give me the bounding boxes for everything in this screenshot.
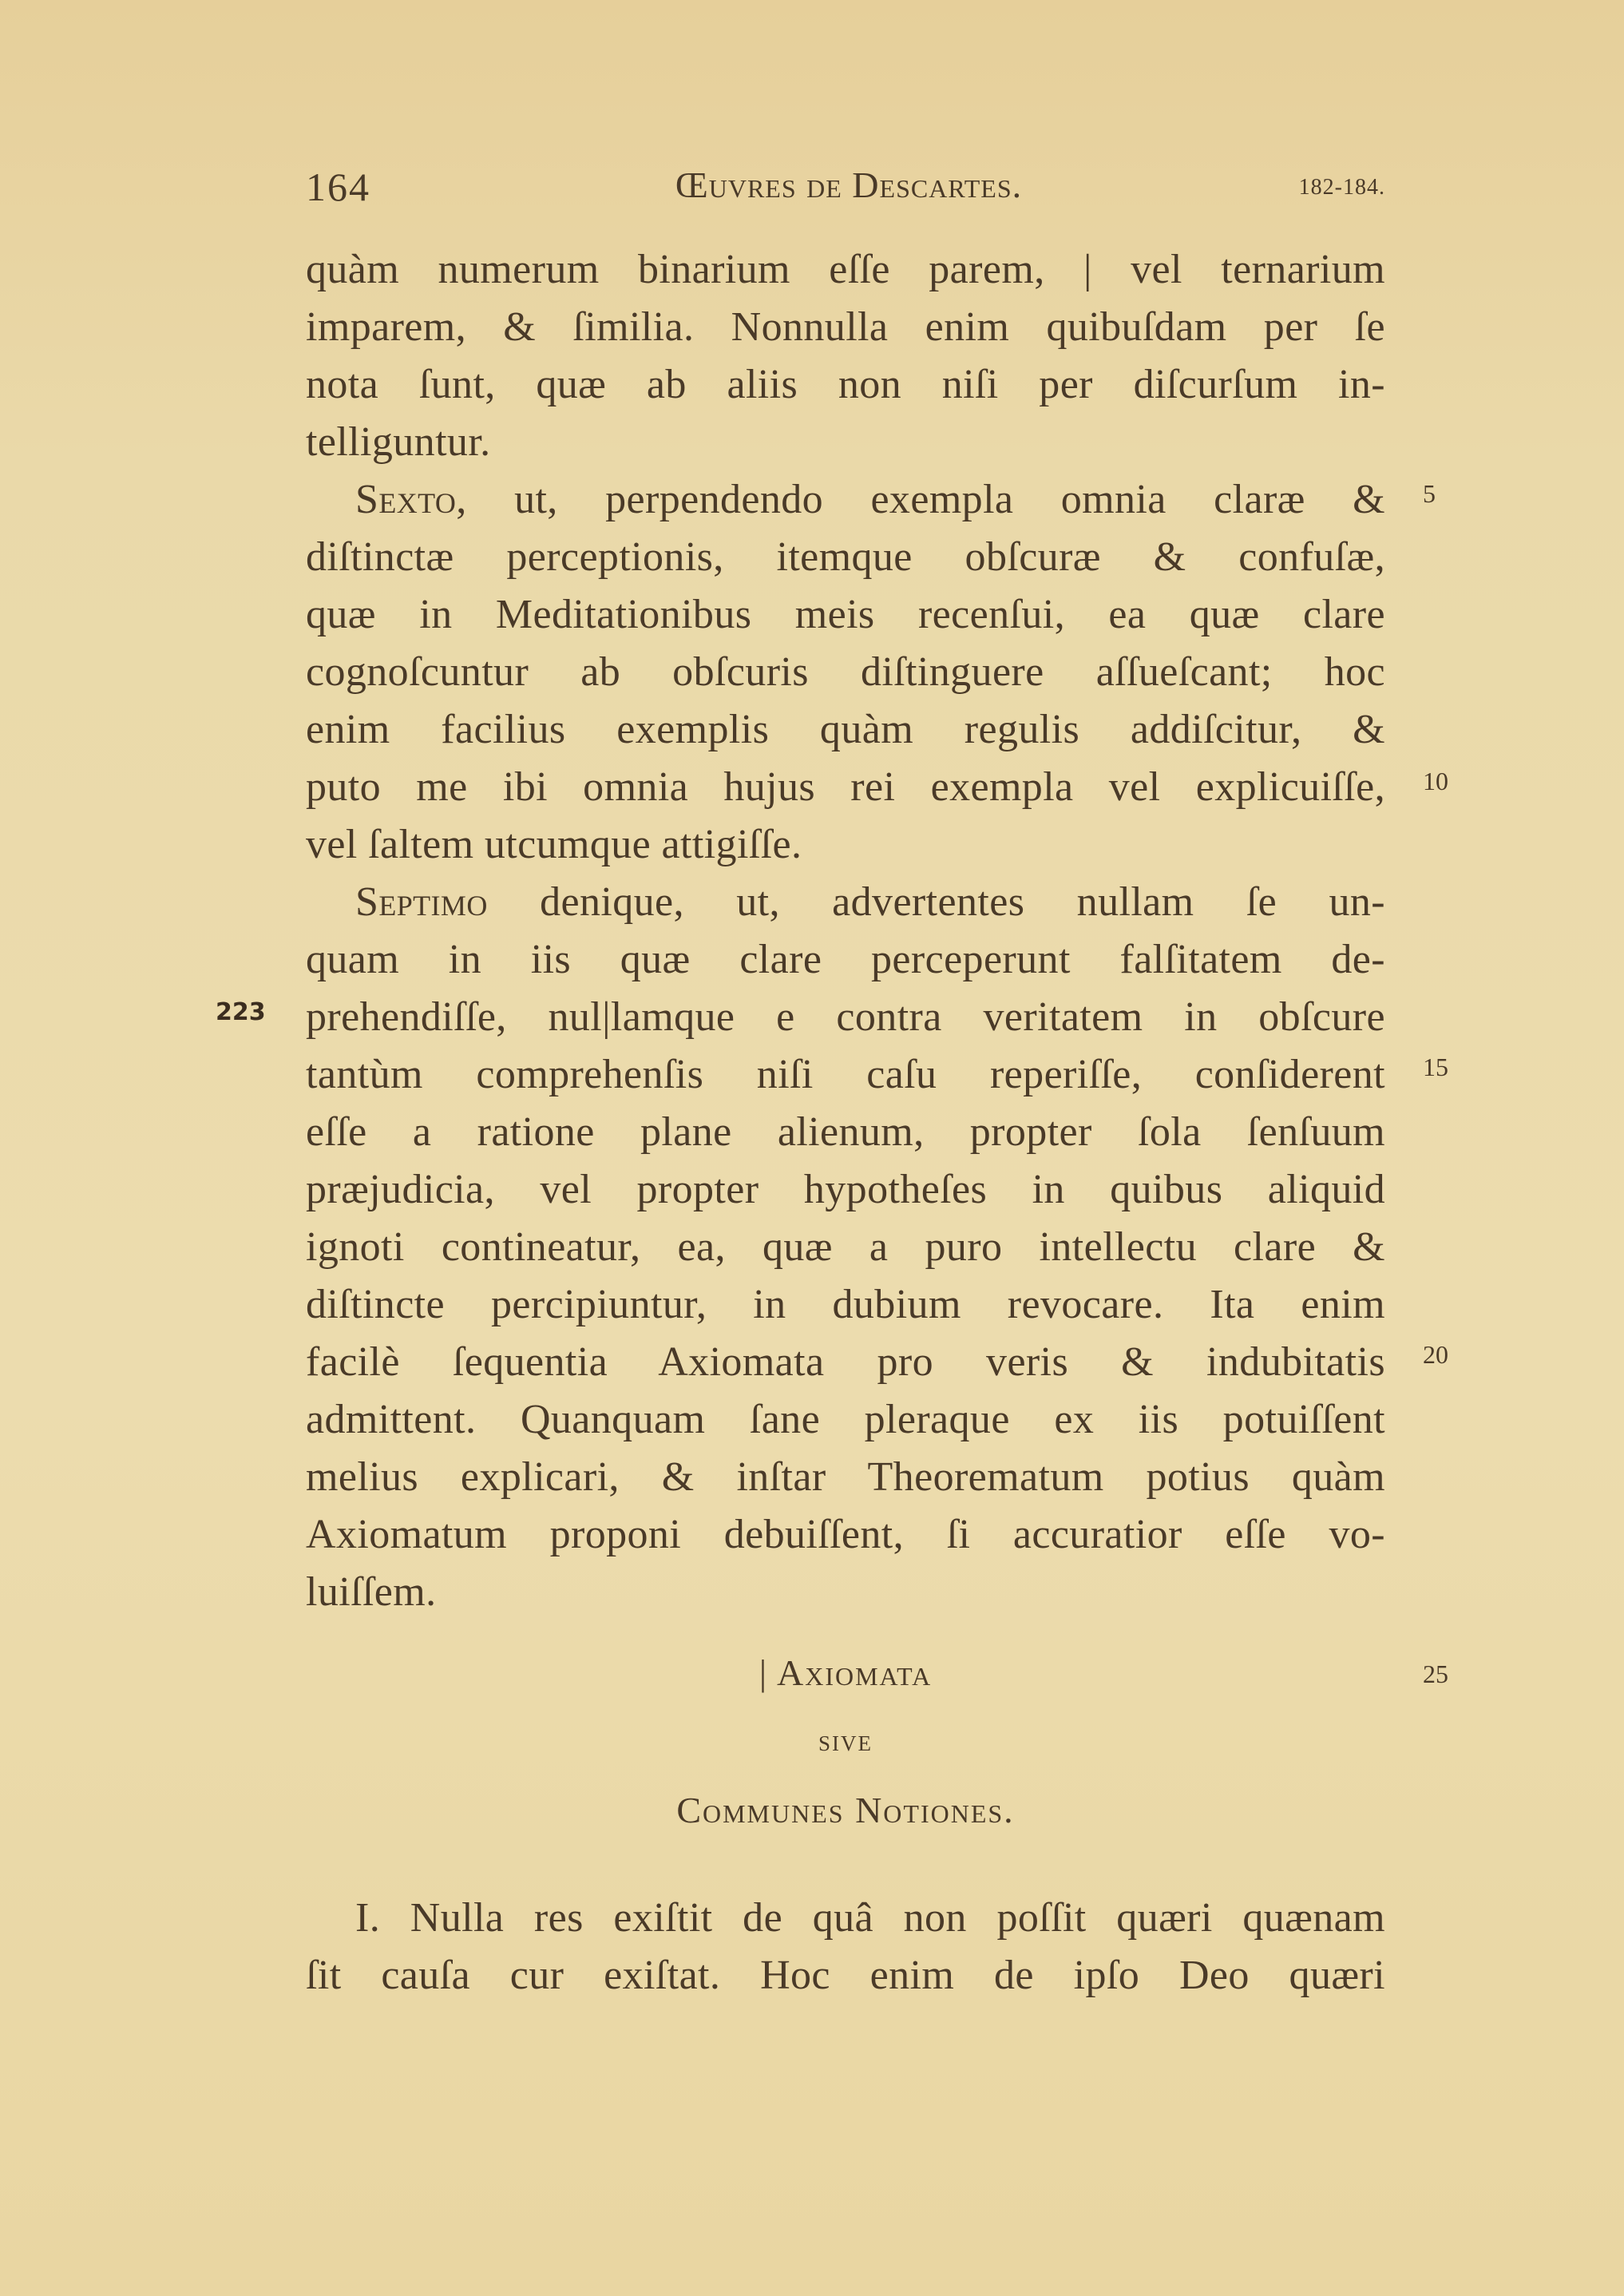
section-heading: Communes Notiones.	[676, 1790, 1015, 1830]
section-subheading: sive	[818, 1724, 873, 1758]
body-line: luiſſem.	[306, 1569, 437, 1615]
line-number: 15	[1423, 1053, 1448, 1081]
body-line: nota ſunt, quæ ab aliis non niſi per diſcurſum in-	[306, 362, 1385, 407]
margin-reference: 223	[216, 998, 266, 1026]
body-line: puto me ibi omnia hujus rei exempla vel explicuiſſe,	[306, 764, 1385, 810]
body-line: prehendiſſe, nul|lamque e contra veritatem in obſcure	[306, 994, 1385, 1040]
lead-word: Septimo	[355, 879, 488, 925]
body-line: Sexto, ut, perpendendo exempla omnia claræ &	[355, 477, 1386, 522]
body-line: præjudicia, vel propter hypotheſes in quibus aliquid	[306, 1167, 1385, 1212]
body-line: melius explicari, & inſtar Theorematum potius quàm	[306, 1454, 1385, 1500]
body-line: tantùm comprehenſis niſi caſu reperiſſe, conſiderent	[306, 1052, 1385, 1097]
body-line: vel ſaltem utcumque attigiſſe.	[306, 822, 802, 867]
body-line: quam in iis quæ clare perceperunt falſitatem de-	[306, 937, 1385, 982]
body-line: quæ in Meditationibus meis recenſui, ea quæ clare	[306, 592, 1385, 637]
line-number: 25	[1423, 1660, 1448, 1688]
line-number: 20	[1423, 1340, 1448, 1369]
body-line: enim facilius exemplis quàm regulis addiſcitur, &	[306, 707, 1385, 752]
axiom-line: ſit cauſa cur exiſtat. Hoc enim de ipſo Deo quæri	[306, 1953, 1385, 1998]
body-line: eſſe a ratione plane alienum, propter ſola ſenſuum	[306, 1109, 1385, 1155]
body-line: diſtincte percipiuntur, in dubium revocare. Ita enim	[306, 1282, 1385, 1327]
line-number: 5	[1423, 479, 1436, 508]
body-line: Septimo denique, ut, advertentes nullam ſe un-	[355, 879, 1385, 925]
line-number: 10	[1423, 767, 1448, 795]
axiom-line: I. Nulla res exiſtit de quâ non poſſit quæri quænam	[355, 1895, 1385, 1941]
page-number: 164	[306, 165, 370, 209]
page-reference: 182-184.	[1298, 175, 1385, 200]
body-line: quàm numerum binarium eſſe parem, | vel ternarium	[306, 247, 1385, 292]
body-line: facilè ſequentia Axiomata pro veris & indubitatis	[306, 1339, 1385, 1385]
body-line: telliguntur.	[306, 419, 491, 465]
body-line: Axiomatum proponi debuiſſent, ſi accuratior eſſe vo-	[306, 1512, 1385, 1557]
running-header	[306, 164, 1385, 212]
running-title: Œuvres de Descartes.	[675, 165, 1023, 205]
lead-word: Sexto,	[355, 477, 467, 522]
body-line: cognoſcuntur ab obſcuris diſtinguere aſſueſcant; hoc	[306, 649, 1385, 695]
section-heading: | Axiomata	[759, 1652, 933, 1693]
body-line: admittent. Quanquam ſane pleraque ex iis potuiſſent	[306, 1397, 1385, 1442]
body-line: diſtinctæ perceptionis, itemque obſcuræ & confuſæ,	[306, 534, 1385, 580]
body-line: imparem, & ſimilia. Nonnulla enim quibuſdam per ſe	[306, 304, 1385, 350]
body-line: ignoti contineatur, ea, quæ a puro intellectu clare &	[306, 1224, 1385, 1270]
